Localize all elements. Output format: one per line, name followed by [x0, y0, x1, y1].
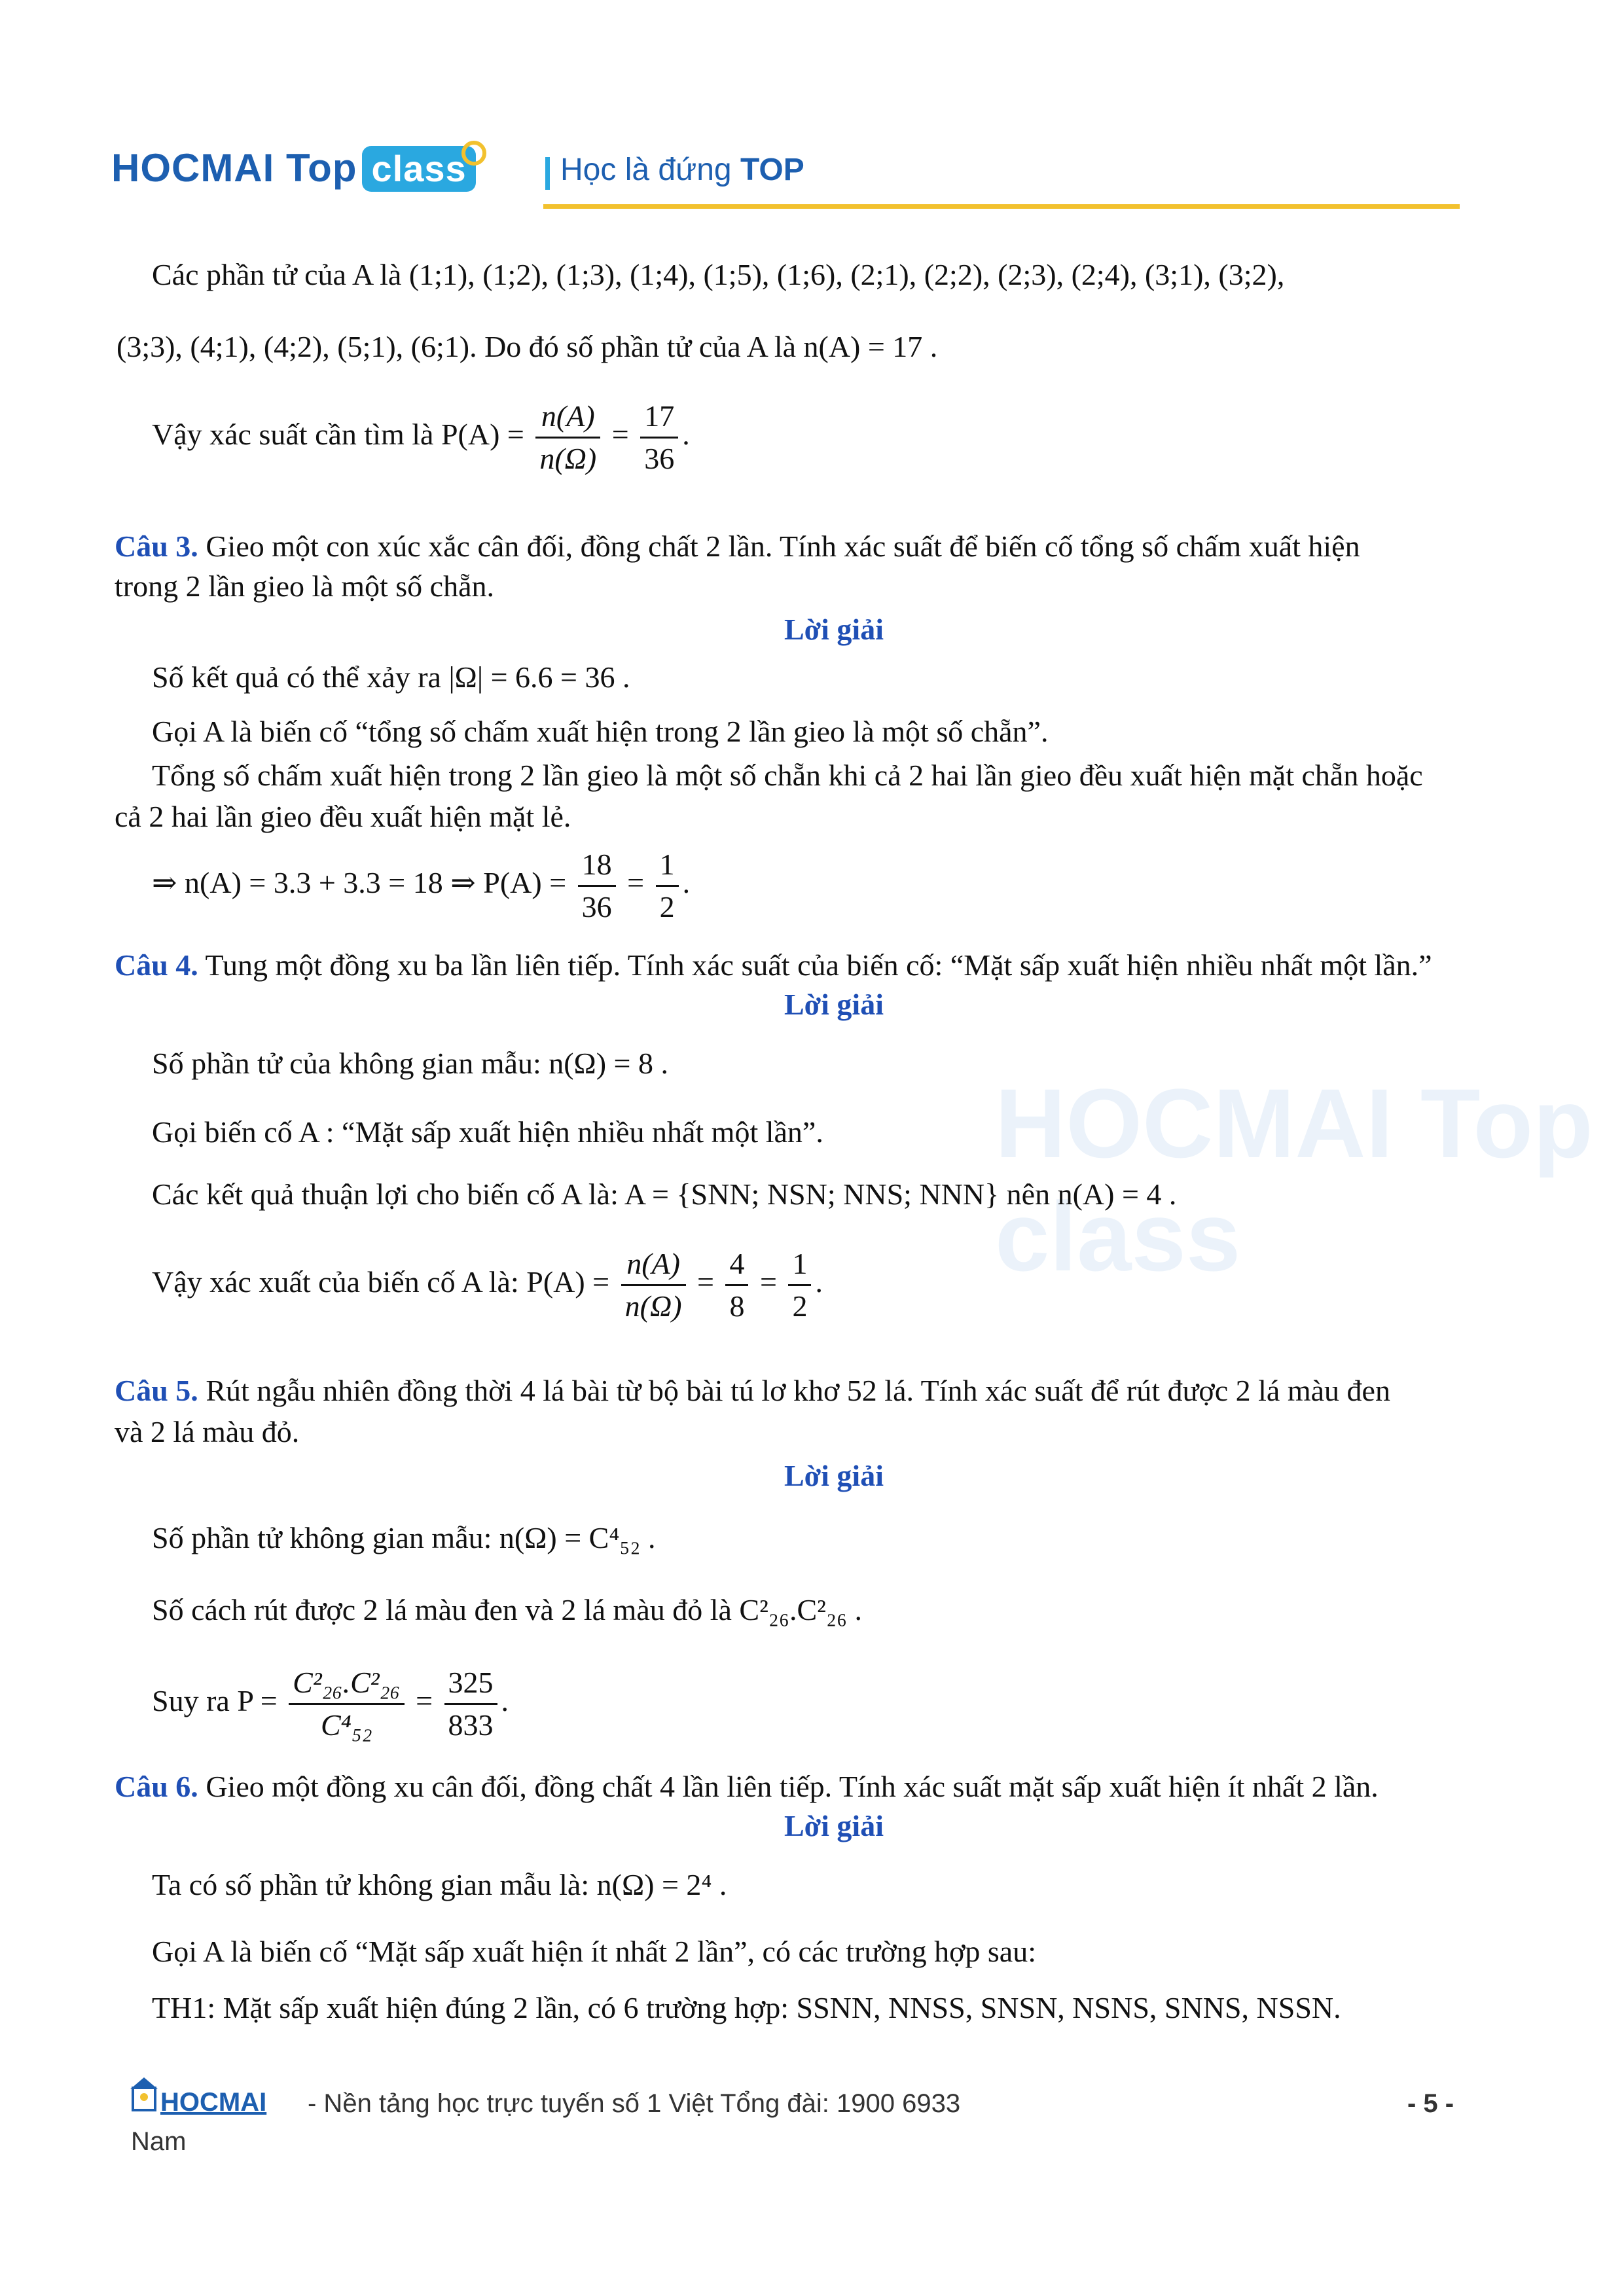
question-5: Câu 5. Rút ngẫu nhiên đồng thời 4 lá bài từ bộ bài tú lơ khơ 52 lá. Tính xác suất để rút được 2 lá màu đen: [115, 1374, 1390, 1407]
text-line: Ta có số phần tử không gian mẫu là: n(Ω) = 2⁴ .: [152, 1868, 727, 1901]
equation-line: Vậy xác suất cần tìm là P(A) = $\frac{n(A)}{n(\Omega)}$ = $\frac{17}{36}$ .: [152, 396, 690, 479]
text-line: và 2 lá màu đỏ.: [115, 1415, 300, 1448]
text-line: trong 2 lần gieo là một số chẵn.: [115, 569, 494, 603]
fraction: $\frac{18}{36}$: [578, 844, 616, 927]
brand-class-badge: class: [362, 146, 475, 192]
text-line: Các phần tử của A là (1;1), (1;2), (1;3), (1;4), (1;5), (1;6), (2;1), (2;2), (2;3), (2;4), (3;1), (3;2),: [152, 258, 1285, 291]
text-line: (3;3), (4;1), (4;2), (5;1), (6;1). Do đó số phần tử của A là n(A) = 17 .: [117, 330, 938, 363]
fraction: $\frac{n(A)}{n(\Omega)}$: [621, 1244, 686, 1327]
fraction: $\frac{17}{36}$: [640, 396, 678, 479]
equation-line: Vậy xác xuất của biến cố A là: P(A) = $\frac{n(A)}{n(\Omega)}$ = $\frac{4}{8}$ = $\frac{1}{2}$ .: [152, 1244, 823, 1327]
footer-text-cont: Nam: [131, 2127, 187, 2156]
header-divider: [545, 157, 550, 190]
text-line: Số phần tử của không gian mẫu: n(Ω) = 8 .: [152, 1047, 668, 1080]
equation-line: Suy ra P = $\frac{\text{C²₂₆.C²₂₆}}{\text{C⁴₅₂}}$ = $\frac{325}{833}$ .: [152, 1662, 509, 1746]
text-line: Tổng số chấm xuất hiện trong 2 lần gieo là một số chẵn khi cả 2 hai lần gieo đều xuất hiện mặt chẵn hoặc: [152, 759, 1423, 792]
hocmai-house-icon: [128, 2076, 160, 2115]
solution-heading: Lời giải: [784, 613, 884, 646]
text-line: Số cách rút được 2 lá màu đen và 2 lá màu đỏ là C²₂₆.C²₂₆ .: [152, 1593, 863, 1626]
footer-brand-link[interactable]: HOCMAI: [160, 2088, 267, 2117]
page-number: - 5 -: [1407, 2089, 1454, 2118]
text-line: Gọi A là biến cố “Mặt sấp xuất hiện ít nhất 2 lần”, có các trường hợp sau:: [152, 1935, 1037, 1968]
text-line: Gọi A là biến cố “tổng số chấm xuất hiện trong 2 lần gieo là một số chẵn”.: [152, 715, 1049, 748]
fraction: $\frac{325}{833}$: [444, 1662, 497, 1746]
solution-heading: Lời giải: [784, 1809, 884, 1842]
solution-heading: Lời giải: [784, 1459, 884, 1492]
fraction: $\frac{n(A)}{n(\Omega)}$: [535, 396, 600, 479]
question-4: Câu 4. Tung một đồng xu ba lần liên tiếp. Tính xác suất của biến cố: “Mặt sấp xuất hiện nhiều nhất một lần.”: [115, 948, 1432, 982]
watermark: HOCMAI Top class: [995, 1068, 1593, 1291]
text-line: Số kết quả có thể xảy ra |Ω| = 6.6 = 36 .: [152, 660, 630, 694]
text-line: cả 2 hai lần gieo đều xuất hiện mặt lẻ.: [115, 800, 571, 833]
footer-text: - Nền tảng học trực tuyến số 1 Việt Tổng đài: 1900 6933: [308, 2089, 961, 2118]
fraction: $\frac{1}{2}$: [788, 1244, 811, 1327]
text-line: Gọi biến cố A : “Mặt sấp xuất hiện nhiều nhất một lần”.: [152, 1115, 823, 1149]
brand-logo: [111, 145, 476, 192]
equation-line: ⇒ n(A) = 3.3 + 3.3 = 18 ⇒ P(A) = $\frac{18}{36}$ = $\frac{1}{2}$ .: [152, 844, 690, 927]
brand-text: HOCMAI Top: [111, 146, 357, 190]
question-6: Câu 6. Gieo một đồng xu cân đối, đồng chất 4 lần liên tiếp. Tính xác suất mặt sấp xuất hiện ít nhất 2 lần.: [115, 1770, 1379, 1803]
header-tagline: Học là đứng TOP: [560, 152, 804, 187]
fraction: $\frac{4}{8}$: [725, 1244, 748, 1327]
fraction: $\frac{1}{2}$: [656, 844, 679, 927]
sun-icon: [461, 141, 486, 166]
text-line: Số phần tử không gian mẫu: n(Ω) = C⁴₅₂ .: [152, 1521, 656, 1554]
header-rule: [543, 204, 1460, 209]
text-line: TH1: Mặt sấp xuất hiện đúng 2 lần, có 6 trường hợp: SSNN, NNSS, SNSN, NSNS, SNNS, NSSN.: [152, 1991, 1341, 2024]
fraction: $\frac{\text{C²₂₆.C²₂₆}}{\text{C⁴₅₂}}$: [289, 1662, 404, 1746]
question-3: Câu 3. Gieo một con xúc xắc cân đối, đồng chất 2 lần. Tính xác suất để biến cố tổng số chấm xuất hiện: [115, 529, 1360, 563]
solution-heading: Lời giải: [784, 988, 884, 1021]
text-line: Các kết quả thuận lợi cho biến cố A là: A = {SNN; NSN; NNS; NNN} nên n(A) = 4 .: [152, 1177, 1177, 1211]
